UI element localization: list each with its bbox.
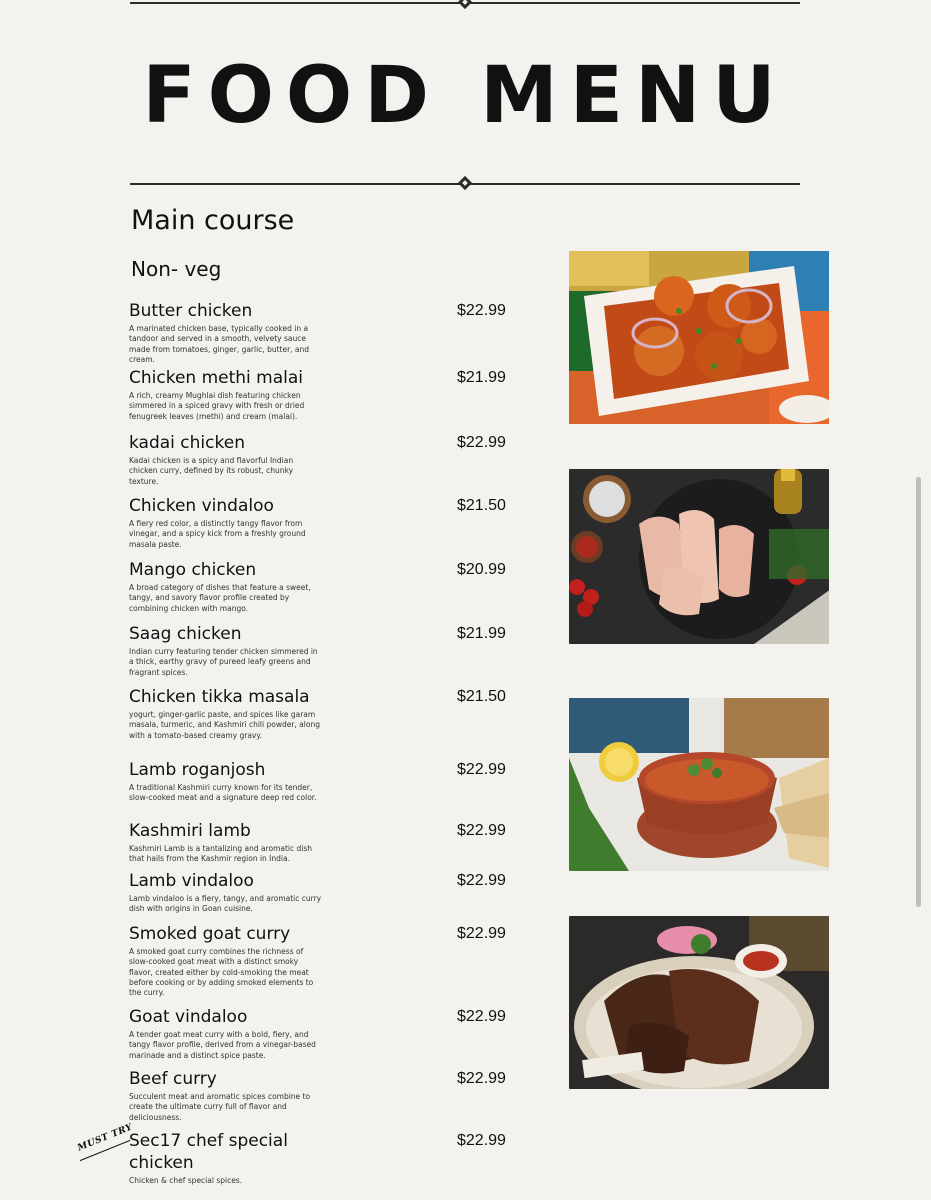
title-divider [130, 183, 800, 185]
lamb-chops-photo [569, 916, 829, 1089]
item-name: Kashmiri lamb [129, 821, 251, 841]
item-description: yogurt, ginger-garlic paste, and spices like garam masala, turmeric, and Kashmiri chili powder, along with a tomato-based creamy gravy. [129, 710, 320, 740]
item-description: A smoked goat curry combines the richness of slow-cooked goat meat with a distinct smoky flavor, created either by cold-smoking the meat before cooking or by adding smoked elements to the curry. [129, 947, 314, 998]
item-price: $21.50 [457, 497, 506, 514]
item-name: Chicken tikka masala [129, 687, 310, 707]
item-name: Chicken methi malai [129, 368, 304, 388]
menu-title: FOOD MENU [142, 51, 788, 141]
item-name: Beef curry [129, 1069, 217, 1089]
item-name: Sec17 chef special chicken [129, 1131, 288, 1173]
item-name: Smoked goat curry [129, 924, 291, 944]
item-name: Goat vindaloo [129, 1007, 248, 1027]
item-name: Mango chicken [129, 560, 257, 580]
menu-item [129, 1068, 579, 1123]
divider-ornament [458, 0, 472, 9]
item-name: Butter chicken [129, 301, 253, 321]
item-description: A traditional Kashmiri curry known for its tender, slow-cooked meat and a signature deep red color. [129, 783, 317, 803]
item-price: $20.99 [457, 561, 506, 578]
item-description: A broad category of dishes that feature a sweet, tangy, and savory flavor profile created by combining chicken with mango. [129, 583, 311, 613]
butter-chicken-photo [569, 251, 829, 424]
item-description: Lamb vindaloo is a fiery, tangy, and aromatic curry dish with origins in Goan cuisine. [129, 894, 322, 914]
menu-item [129, 1130, 579, 1186]
item-name: Lamb vindaloo [129, 871, 254, 891]
item-price: $21.99 [457, 625, 506, 642]
menu-item [129, 1006, 579, 1061]
item-description: Kashmiri Lamb is a tantalizing and aromatic dish that hails from the Kashmir region in India. [129, 844, 313, 864]
must-try-badge: MUST TRY [76, 1122, 135, 1154]
item-description: A rich, creamy Mughlai dish featuring chicken simmered in a spiced gravy with fresh or dried fenugreek leaves (methi) and cream (malai). [129, 391, 305, 421]
item-description: A fiery red color, a distinctly tangy flavor from vinegar, and a spicy kick from a freshly ground masala paste. [129, 519, 306, 549]
item-description: A marinated chicken base, typically cooked in a tandoor and served in a smooth, velvety sauce made from tomatoes, ginger, garlic, butter, and cream. [129, 324, 310, 364]
item-price: $22.99 [457, 761, 506, 778]
menu-item [129, 923, 579, 998]
scrollbar[interactable] [916, 477, 921, 907]
item-description: Chicken & chef special spices. [129, 1176, 243, 1185]
item-price: $21.50 [457, 688, 506, 705]
raw-chicken-photo [569, 469, 829, 644]
item-price: $22.99 [457, 925, 506, 942]
item-price: $22.99 [457, 1132, 506, 1149]
item-name: Saag chicken [129, 624, 242, 644]
item-name: kadai chicken [129, 433, 245, 453]
menu-item [129, 495, 579, 550]
item-description: Succulent meat and aromatic spices combine to create the ultimate curry full of flavor and deliciousness. [129, 1092, 311, 1122]
curry-bowl-photo [569, 698, 829, 871]
menu-item [129, 432, 579, 487]
menu-item [129, 559, 579, 614]
subsection-heading: Non- veg [131, 257, 222, 281]
top-divider [130, 2, 800, 4]
item-price: $22.99 [457, 872, 506, 889]
item-name: Chicken vindaloo [129, 496, 274, 516]
item-price: $22.99 [457, 434, 506, 451]
section-heading: Main course [131, 205, 295, 236]
menu-item [129, 686, 579, 741]
item-price: $22.99 [457, 1008, 506, 1025]
menu-item [129, 820, 579, 865]
item-price: $22.99 [457, 302, 506, 319]
menu-item [129, 870, 579, 915]
item-price: $21.99 [457, 369, 506, 386]
item-description: Indian curry featuring tender chicken simmered in a thick, earthy gravy of pureed leafy greens and fragrant spices. [129, 647, 318, 677]
item-description: Kadai chicken is a spicy and flavorful Indian chicken curry, defined by its robust, chunky texture. [129, 456, 294, 486]
menu-item [129, 759, 579, 804]
menu-item [129, 367, 579, 422]
menu-item [129, 623, 579, 678]
item-name: Lamb roganjosh [129, 760, 266, 780]
item-price: $22.99 [457, 822, 506, 839]
item-description: A tender goat meat curry with a bold, fiery, and tangy flavor profile, derived from a vinegar-based marinade and a distinct spice paste. [129, 1030, 316, 1060]
item-price: $22.99 [457, 1070, 506, 1087]
menu-item [129, 300, 579, 365]
divider-ornament [458, 176, 472, 190]
